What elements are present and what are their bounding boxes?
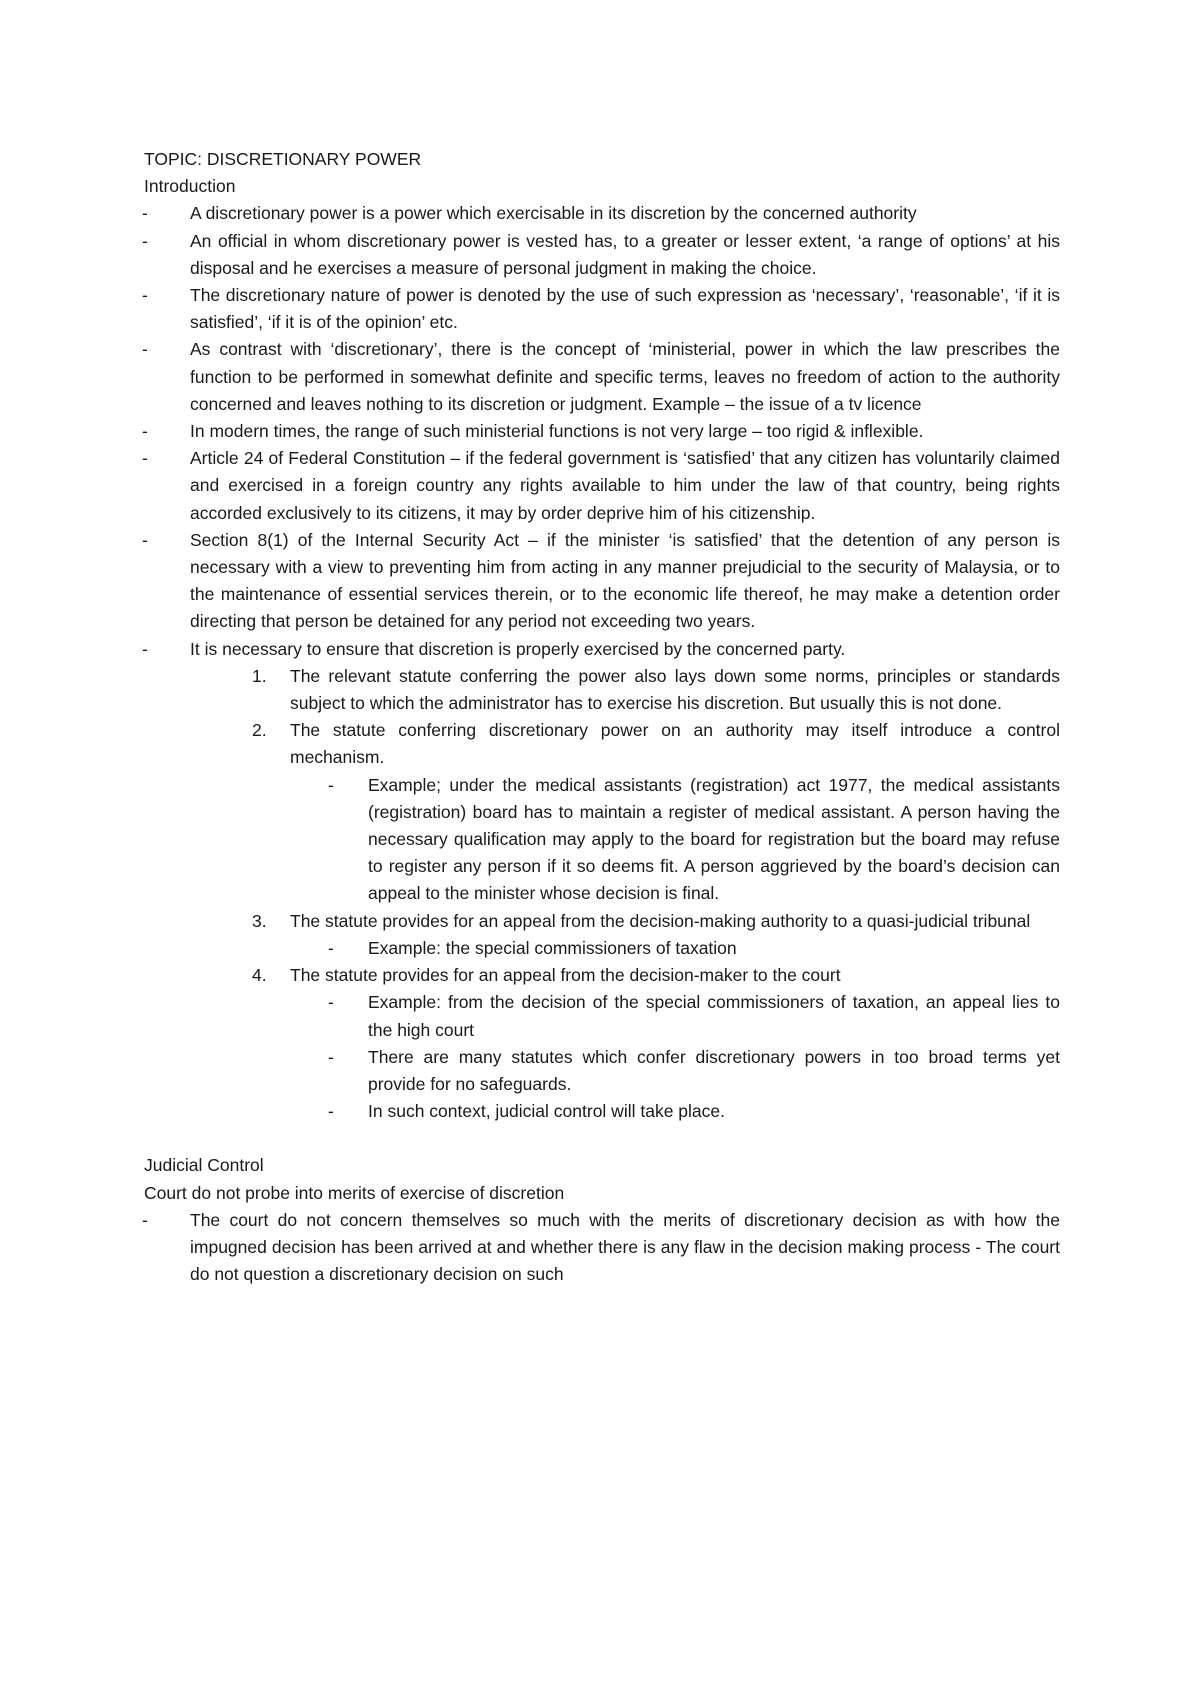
numbered-item	[144, 663, 1060, 717]
sub-bullet	[144, 935, 1060, 962]
dash-marker: -	[328, 1101, 334, 1122]
bullet-text: In modern times, the range of such ministerial functions is not very large – too rigid & inflexible.	[190, 421, 924, 442]
numbered-list	[144, 663, 1060, 1125]
bullet-text: The discretionary nature of power is denoted by the use of such expression as ‘necessary’, ‘reasonable’, ‘if it is satisfied’, ‘if it is of the opinion’ etc.	[190, 285, 1060, 333]
numbered-item	[144, 717, 1060, 907]
paragraph-gap	[144, 1125, 1060, 1152]
sub-bullet-text: Example: from the decision of the special commissioners of taxation, an appeal lies to the high court	[368, 992, 1060, 1040]
numbered-item-text: The statute conferring discretionary power on an authority may itself introduce a control mechanism.	[290, 720, 1060, 768]
judicial-subheading: Court do not probe into merits of exercise of discretion	[144, 1182, 565, 1203]
numbered-item-text: The statute provides for an appeal from the decision-making authority to a quasi-judicial tribunal	[290, 910, 1031, 931]
sub-bullet-text: There are many statutes which confer discretionary powers in too broad terms yet provide for no safeguards.	[368, 1046, 1060, 1094]
intro-bullet	[144, 336, 1060, 418]
intro-bullet	[144, 445, 1060, 527]
sub-bullet	[144, 772, 1060, 908]
sub-bullet-list	[144, 989, 1060, 1125]
intro-bullet-list	[144, 200, 1060, 662]
item-number: 3.	[252, 910, 267, 931]
item-number: 2.	[252, 720, 267, 741]
sub-bullet	[144, 1098, 1060, 1125]
dash-marker: -	[328, 1046, 334, 1067]
document-title: TOPIC: DISCRETIONARY POWER	[144, 149, 422, 169]
numbered-item	[144, 962, 1060, 1125]
bullet-text: Section 8(1) of the Internal Security Act – if the minister ‘is satisfied’ that the detention of any person is necessary with a view to preventing him from acting in any manner prejudicial to the security of Malaysia, or to the maintenance of essential services therein, or to the economic life thereof, he may make a detention order directing that person be detained for any period not exceeding two years.	[190, 529, 1060, 632]
bullet-text: The court do not concern themselves so much with the merits of discretionary decision as with how the impugned decision has been arrived at and whether there is any flaw in the decision making process - The court do not question a discretionary decision on such	[190, 1209, 1060, 1285]
judicial-bullet-list	[144, 1207, 1060, 1289]
intro-bullet	[144, 282, 1060, 336]
intro-heading: Introduction	[144, 176, 236, 197]
sub-bullet-text: Example; under the medical assistants (registration) act 1977, the medical assistants (registration) board has to maintain a register of medical assistant. A person having the necessary qualification may apply to the board for registration but the board may refuse to register any person if it so deems fit. A person aggrieved by the board’s decision can appeal to the minister whose decision is final.	[368, 774, 1060, 904]
numbered-item	[144, 908, 1060, 962]
sub-bullet	[144, 989, 1060, 1043]
numbered-item-text: The statute provides for an appeal from the decision-maker to the court	[290, 965, 841, 986]
bullet-text: It is necessary to ensure that discretion is properly exercised by the concerned party.	[190, 638, 846, 659]
item-number: 4.	[252, 965, 267, 986]
judicial-heading: Judicial Control	[144, 1155, 264, 1176]
sub-bullet-text: In such context, judicial control will take place.	[368, 1101, 725, 1122]
bullet-text: Article 24 of Federal Constitution – if the federal government is ‘satisfied’ that any citizen has voluntarily claimed and exercised in a foreign country any rights available to him under the law of that country, being rights accorded exclusively to its citizens, it may by order deprive him of his citizenship.	[190, 448, 1060, 523]
dash-marker: -	[328, 937, 334, 958]
intro-bullet	[144, 228, 1060, 282]
document-page	[144, 146, 1060, 1288]
judicial-bullet	[144, 1207, 1060, 1289]
intro-bullet	[144, 418, 1060, 445]
dash-marker: -	[328, 774, 334, 795]
bullet-text: As contrast with ‘discretionary’, there is the concept of ‘ministerial, power in which the law prescribes the function to be performed in somewhat definite and specific terms, leaves no freedom of action to the authority concerned and leaves nothing to its discretion or judgment. Example – the issue of a tv licence	[190, 339, 1060, 414]
item-number: 1.	[252, 665, 267, 686]
sub-bullet-list	[144, 772, 1060, 908]
intro-bullet	[144, 636, 1060, 663]
sub-bullet-text: Example: the special commissioners of taxation	[368, 937, 737, 958]
bullet-text: An official in whom discretionary power is vested has, to a greater or lesser extent, ‘a range of options’ at his disposal and he exercises a measure of personal judgment in making the choice.	[190, 230, 1060, 278]
sub-bullet-list	[144, 935, 1060, 962]
bullet-text: A discretionary power is a power which exercisable in its discretion by the concerned authority	[190, 203, 917, 224]
intro-bullet	[144, 527, 1060, 636]
sub-bullet	[144, 1044, 1060, 1098]
intro-bullet	[144, 200, 1060, 227]
numbered-item-text: The relevant statute conferring the power also lays down some norms, principles or standards subject to which the administrator has to exercise his discretion. But usually this is not done.	[290, 665, 1060, 714]
dash-marker: -	[328, 992, 334, 1013]
